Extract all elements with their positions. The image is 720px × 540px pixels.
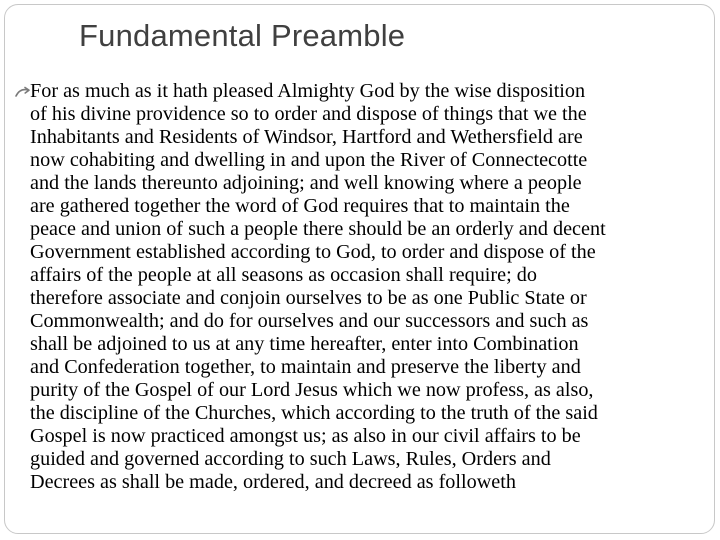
paragraph-line: guided and governed according to such Laws, Rules, Orders and	[30, 448, 551, 470]
paragraph-line: now cohabiting and dwelling in and upon the River of Connectecotte	[30, 149, 588, 171]
paragraph-line: the discipline of the Churches, which according to the truth of the said	[30, 402, 598, 424]
paragraph-line: affairs of the people at all seasons as occasion shall require; do	[30, 264, 537, 286]
paragraph-line: Decrees as shall be made, ordered, and decreed as followeth	[30, 471, 516, 493]
paragraph-line: Inhabitants and Residents of Windsor, Hartford and Wethersfield are	[30, 126, 583, 148]
preamble-paragraph	[30, 80, 720, 494]
paragraph-line: of his divine providence so to order and dispose of things that we the	[30, 103, 587, 125]
paragraph-line: therefore associate and conjoin ourselves to be as one Public State or	[30, 287, 587, 309]
paragraph-line: Government established according to God, to order and dispose of the	[30, 241, 596, 263]
slide-title: Fundamental Preamble	[79, 18, 406, 53]
paragraph-line: purity of the Gospel of our Lord Jesus which we now profess, as also,	[30, 379, 594, 401]
paragraph-line: Commonwealth; and do for ourselves and our successors and such as	[30, 310, 589, 332]
paragraph-line: are gathered together the word of God requires that to maintain the	[30, 195, 570, 217]
paragraph-line: shall be adjoined to us at any time hereafter, enter into Combination	[30, 333, 579, 355]
paragraph-line: peace and union of such a people there should be an orderly and decent	[30, 218, 606, 240]
paragraph-line: and Confederation together, to maintain and preserve the liberty and	[30, 356, 581, 378]
paragraph-line: For as much as it hath pleased Almighty God by the wise disposition	[30, 80, 586, 102]
paragraph-line: and the lands thereunto adjoining; and well knowing where a people	[30, 172, 582, 194]
paragraph-line: Gospel is now practiced amongst us; as also in our civil affairs to be	[30, 425, 581, 447]
